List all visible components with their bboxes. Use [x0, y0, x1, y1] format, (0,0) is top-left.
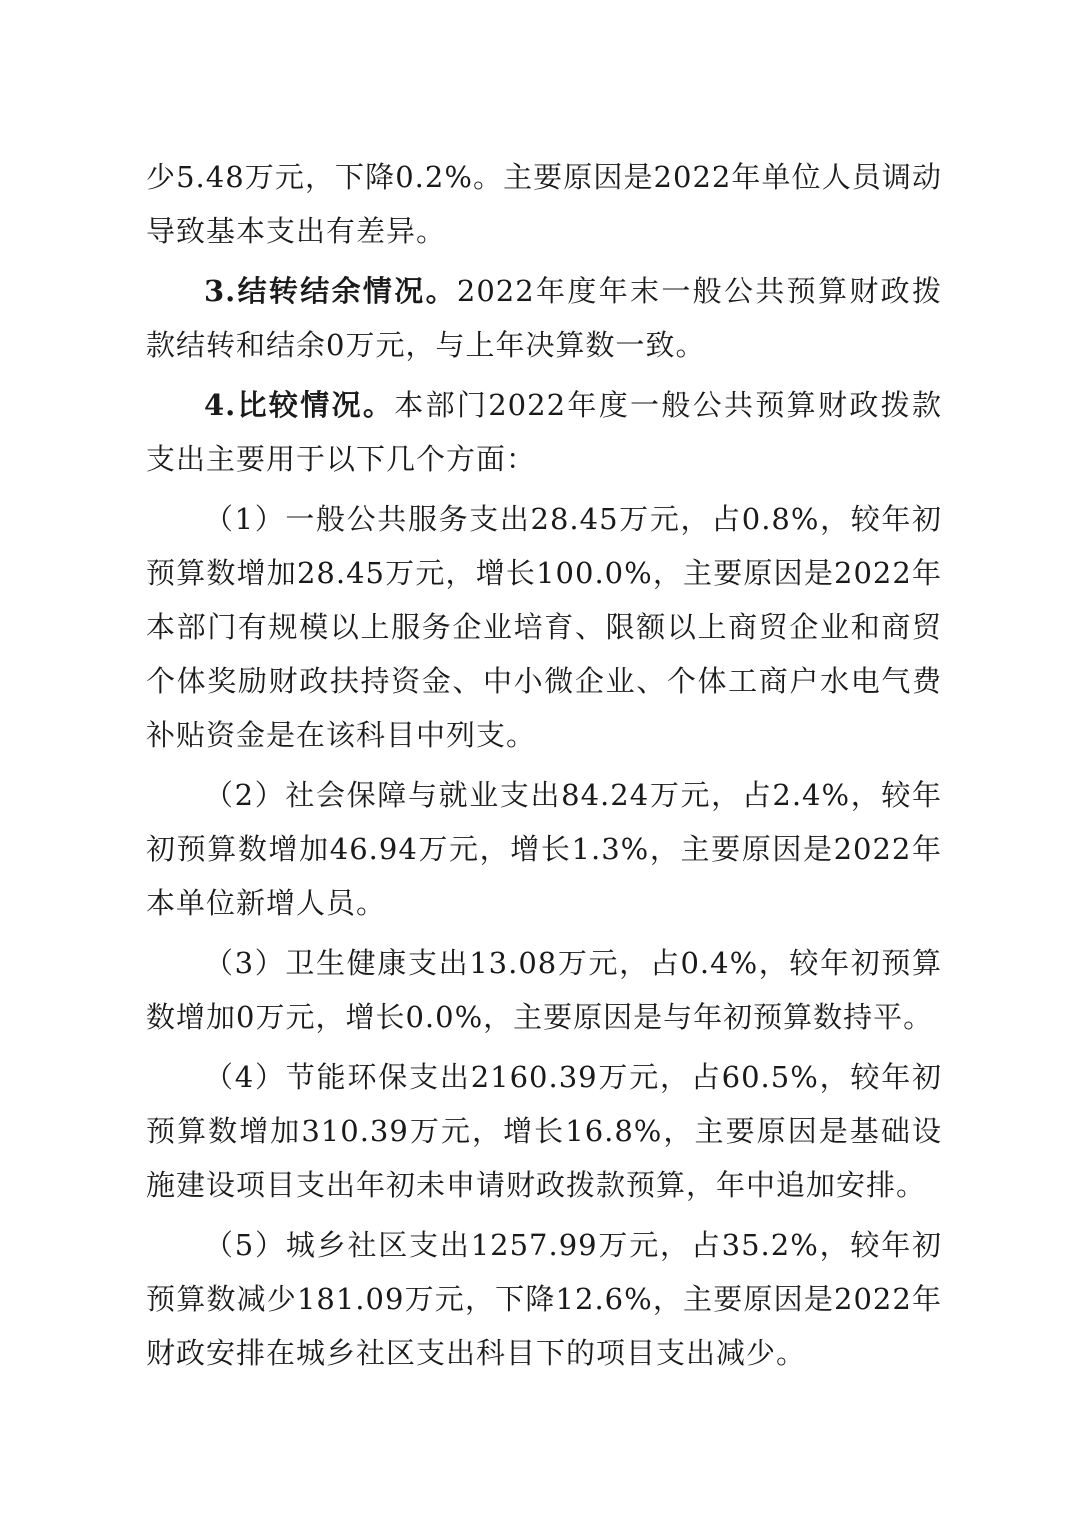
list-item-general-public-services — [146, 492, 942, 762]
section-heading-comparison: 4.比较情况。 — [204, 388, 395, 422]
document-body — [146, 150, 942, 1386]
paragraph-text: （2）社会保障与就业支出84.24万元，占2.4%，较年初预算数增加46.94万元，增长1.3%，主要原因是2022年本单位新增人员。 — [146, 778, 942, 920]
section-heading-carryover: 3.结转结余情况。 — [204, 274, 457, 308]
paragraph-text: 2022年度年末一般公共预算财政拨款结转和结余0万元，与上年决算数一致。 — [146, 274, 942, 362]
paragraph-text: 本部门2022年度一般公共预算财政拨款支出主要用于以下几个方面： — [146, 388, 942, 476]
paragraph-text: （3）卫生健康支出13.08万元，占0.4%，较年初预算数增加0万元，增长0.0%，主要原因是与年初预算数持平。 — [146, 946, 942, 1034]
paragraph-continuation — [146, 150, 942, 258]
list-item-health — [146, 936, 942, 1044]
list-item-energy-environment — [146, 1050, 942, 1212]
paragraph-comparison — [146, 378, 942, 486]
paragraph-text: 少5.48万元，下降0.2%。主要原因是2022年单位人员调动导致基本支出有差异。 — [146, 160, 942, 248]
list-item-urban-rural-community — [146, 1218, 942, 1380]
paragraph-text: （5）城乡社区支出1257.99万元，占35.2%，较年初预算数减少181.09万元，下降12.6%，主要原因是2022年财政安排在城乡社区支出科目下的项目支出减少。 — [146, 1228, 942, 1370]
paragraph-text: （4）节能环保支出2160.39万元，占60.5%，较年初预算数增加310.39万元，增长16.8%，主要原因是基础设施建设项目支出年初未申请财政拨款预算，年中追加安排。 — [146, 1060, 942, 1202]
list-item-social-security — [146, 768, 942, 930]
paragraph-carryover — [146, 264, 942, 372]
paragraph-text: （1）一般公共服务支出28.45万元，占0.8%，较年初预算数增加28.45万元，增长100.0%，主要原因是2022年本部门有规模以上服务企业培育、限额以上商贸企业和商贸个体奖励财政扶持资金、中小微企业、个体工商户水电气费补贴资金是在该科目中列支。 — [146, 502, 942, 752]
